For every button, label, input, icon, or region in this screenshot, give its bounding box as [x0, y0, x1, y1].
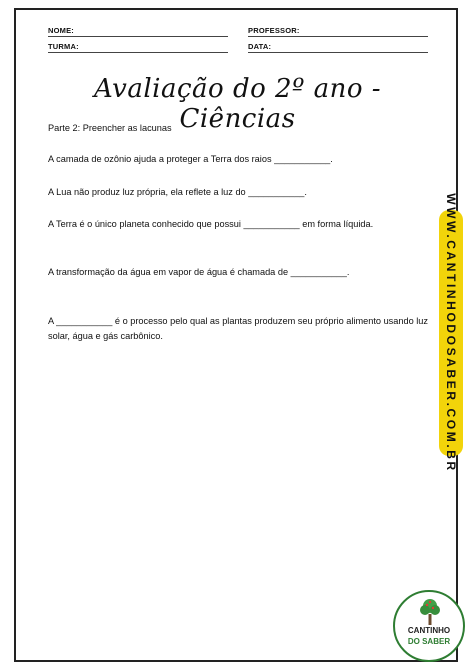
cantinho-logo [393, 590, 465, 662]
logo-line-2: DO SABER [407, 637, 451, 646]
website-banner-text: WWW.CANTINHODOSABER.COM.BR [444, 193, 458, 473]
nome-label: NOME: [48, 26, 74, 35]
page-title: Avaliação do 2º ano - Ciências [93, 74, 382, 134]
data-field[interactable] [248, 42, 428, 56]
logo-line-1: CANTINHO [407, 626, 451, 635]
nome-field[interactable] [48, 26, 228, 40]
tree-icon [419, 598, 441, 626]
turma-label: TURMA: [48, 42, 79, 51]
section-heading: Parte 2: Preencher as lacunas [48, 123, 172, 133]
professor-field[interactable] [248, 26, 428, 40]
turma-field[interactable] [48, 42, 228, 56]
website-banner [439, 193, 463, 473]
data-label: DATA: [248, 42, 272, 51]
question-3: A Terra é o único planeta conhecido que possui ___________ em forma líquida. [48, 219, 374, 229]
professor-label: PROFESSOR: [248, 26, 300, 35]
question-1: A camada de ozônio ajuda a proteger a Terra dos raios ___________. [48, 154, 333, 164]
question-2: A Lua não produz luz própria, ela reflete a luz do ___________. [48, 187, 307, 197]
question-5: A ___________ é o processo pelo qual as plantas produzem seu próprio alimento usando luz solar, água e gás carbônico. [48, 316, 429, 341]
question-4: A transformação da água em vapor de água é chamada de ___________. [48, 267, 350, 277]
